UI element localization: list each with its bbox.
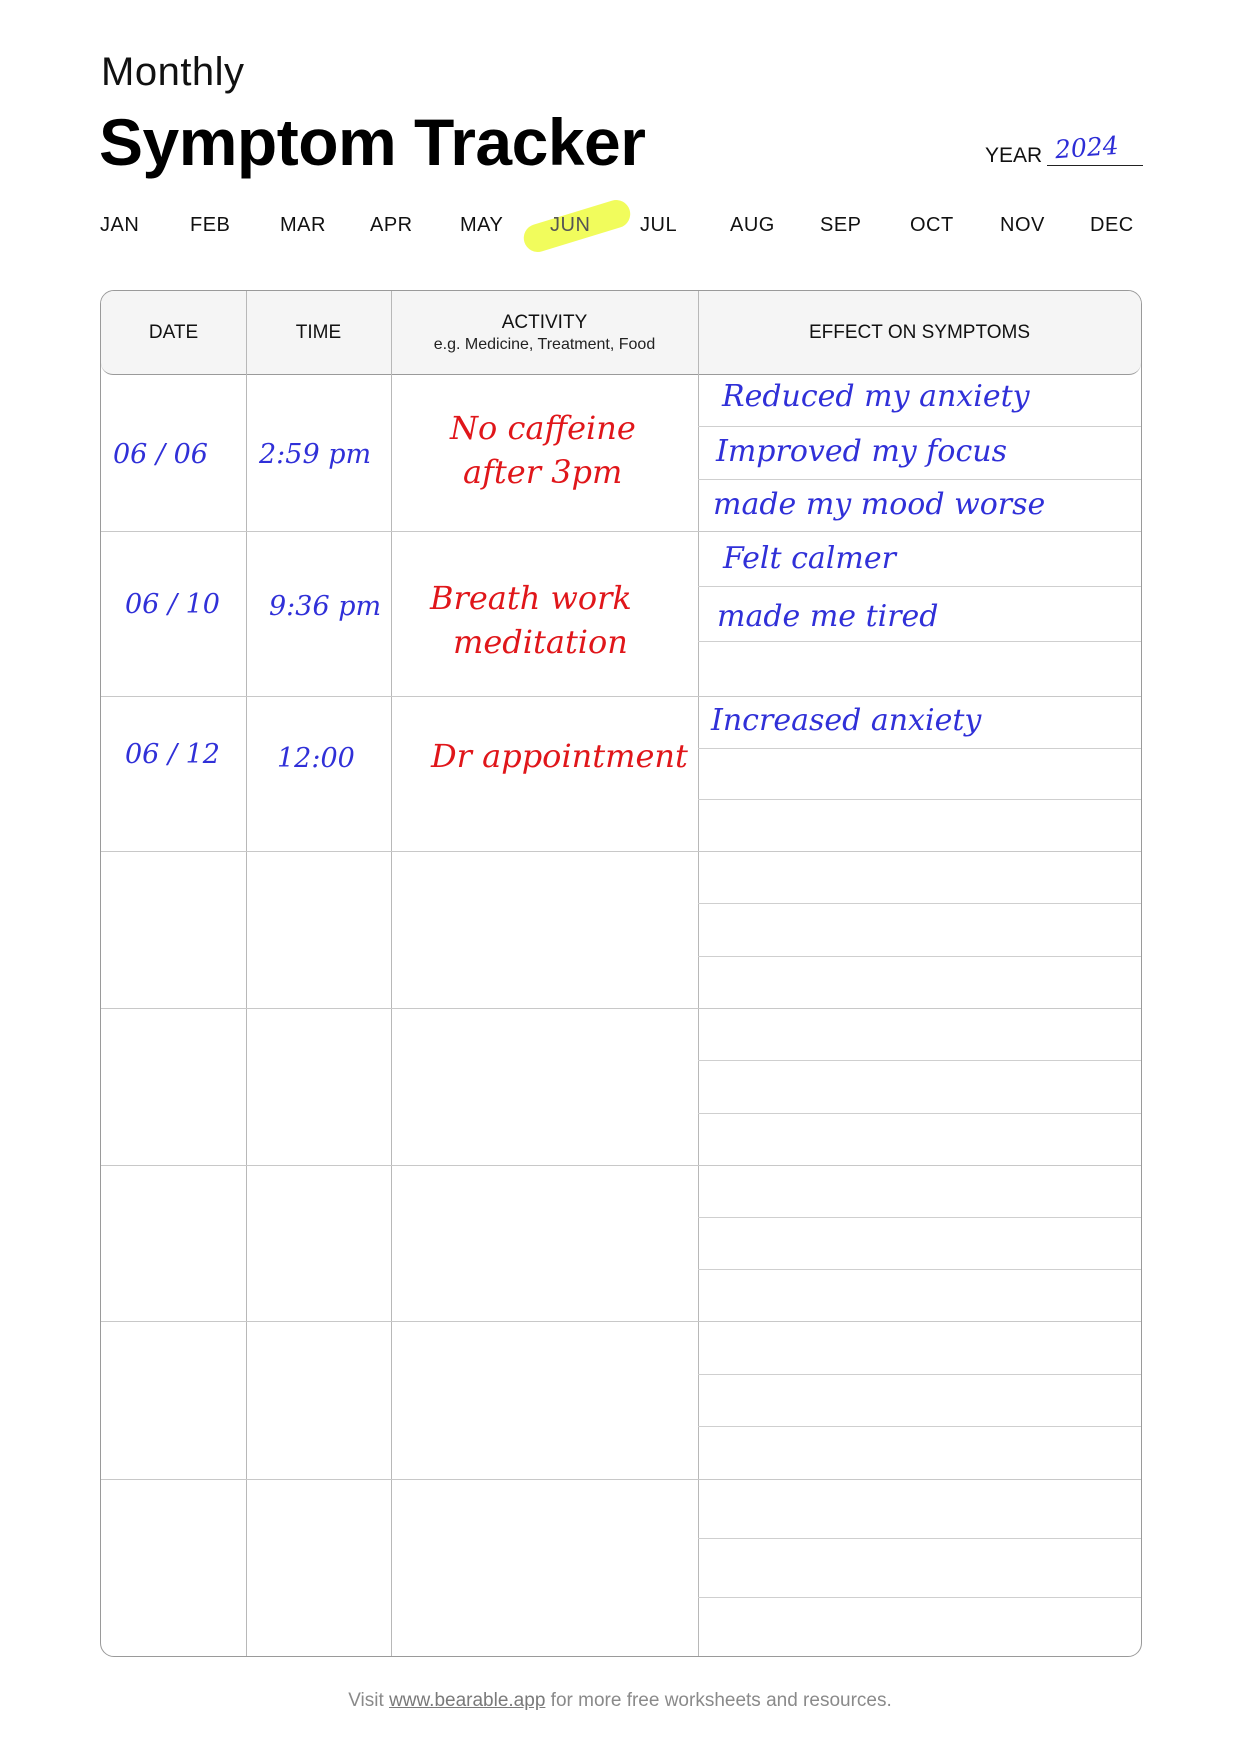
month-apr: APR xyxy=(370,214,413,236)
month-row xyxy=(100,214,1145,244)
row-divider xyxy=(101,1479,1141,1480)
month-oct: OCT xyxy=(910,214,954,236)
entry-activity: No caffeine xyxy=(450,409,636,447)
month-sep: SEP xyxy=(820,214,862,236)
row-divider xyxy=(101,1008,1141,1009)
table-header xyxy=(101,291,1141,375)
entry-effect: Reduced my anxiety xyxy=(722,379,1030,414)
month-jun: JUN xyxy=(550,214,591,236)
entry-time: 12:00 xyxy=(277,743,355,774)
month-may: MAY xyxy=(460,214,504,236)
month-nov: NOV xyxy=(1000,214,1045,236)
header-time: TIME xyxy=(295,321,342,343)
entry-activity: after 3pm xyxy=(463,453,623,491)
effect-writing-line xyxy=(698,1426,1141,1427)
row-divider xyxy=(101,851,1141,852)
effect-writing-line xyxy=(698,1538,1141,1539)
month-jul: JUL xyxy=(640,214,678,236)
page-title: Symptom Tracker xyxy=(99,105,646,179)
row-divider xyxy=(101,1321,1141,1322)
footer-link[interactable]: www.bearable.app xyxy=(389,1690,546,1711)
column-divider xyxy=(246,291,247,1656)
effect-writing-line xyxy=(698,799,1141,800)
header-activity: ACTIVITY e.g. Medicine, Treatment, Food xyxy=(433,311,656,353)
entry-effect: made me tired xyxy=(717,599,939,634)
effect-writing-line xyxy=(698,1374,1141,1375)
year-underline xyxy=(1047,165,1143,166)
effect-writing-line xyxy=(698,956,1141,957)
entry-effect: made my mood worse xyxy=(713,487,1046,522)
year-value: 2024 xyxy=(1054,130,1120,165)
month-dec: DEC xyxy=(1090,214,1134,236)
symptom-table xyxy=(100,290,1142,1657)
entry-activity: meditation xyxy=(453,623,628,661)
entry-effect: Felt calmer xyxy=(723,541,896,576)
effect-writing-line xyxy=(698,1217,1141,1218)
row-divider xyxy=(101,531,1141,532)
entry-activity: Dr appointment xyxy=(431,737,688,775)
effect-writing-line xyxy=(698,1269,1141,1270)
entry-date: 06 / 10 xyxy=(125,589,220,620)
row-divider xyxy=(101,1165,1141,1166)
effect-writing-line xyxy=(698,1113,1141,1114)
effect-writing-line xyxy=(698,748,1141,749)
header-effect: EFFECT ON SYMPTOMS xyxy=(809,321,1030,343)
page-subtitle: Monthly xyxy=(101,50,245,94)
column-divider xyxy=(698,291,699,1656)
entry-time: 9:36 pm xyxy=(269,591,382,622)
header-date: DATE xyxy=(148,321,199,343)
month-mar: MAR xyxy=(280,214,326,236)
effect-writing-line xyxy=(698,586,1141,587)
entry-date: 06 / 06 xyxy=(113,439,208,470)
entry-activity: Breath work xyxy=(430,579,632,617)
month-feb: FEB xyxy=(190,214,231,236)
header-activity-hint: e.g. Medicine, Treatment, Food xyxy=(433,335,656,353)
footer-suffix: for more free worksheets and resources. xyxy=(545,1690,892,1711)
effect-writing-line xyxy=(698,641,1141,642)
month-aug: AUG xyxy=(730,214,775,236)
footer-prefix: Visit xyxy=(348,1690,390,1711)
effect-writing-line xyxy=(698,479,1141,480)
entry-effect: Increased anxiety xyxy=(711,703,982,738)
effect-writing-line xyxy=(698,1060,1141,1061)
effect-writing-line xyxy=(698,1597,1141,1598)
entry-date: 06 / 12 xyxy=(125,739,220,770)
year-field xyxy=(985,130,1143,170)
footer xyxy=(0,1690,1240,1712)
entry-time: 2:59 pm xyxy=(259,439,372,470)
row-divider xyxy=(101,696,1141,697)
effect-writing-line xyxy=(698,426,1141,427)
month-jan: JAN xyxy=(100,214,140,236)
entry-effect: Improved my focus xyxy=(716,434,1007,469)
column-divider xyxy=(391,291,392,1656)
effect-writing-line xyxy=(698,903,1141,904)
year-label: YEAR xyxy=(985,144,1043,167)
